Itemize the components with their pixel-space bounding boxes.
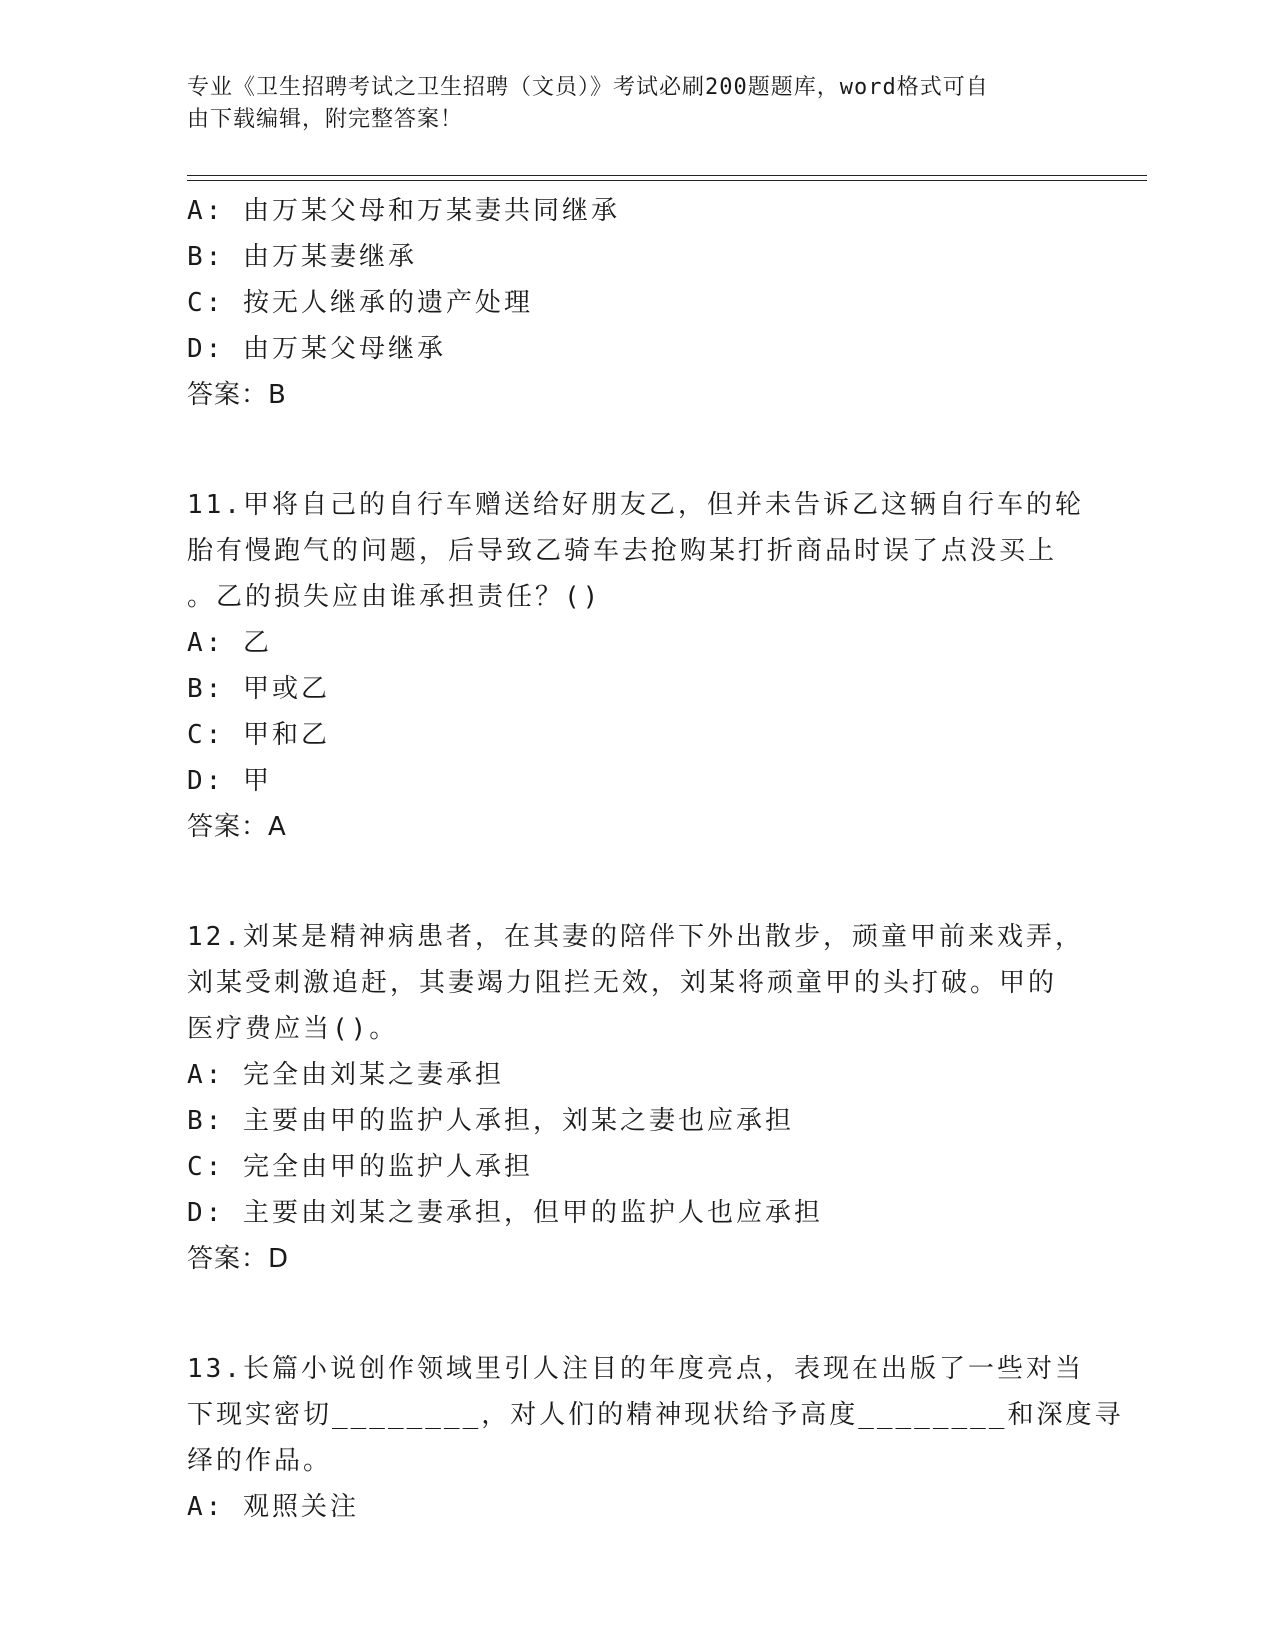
question-stem-line: 11.甲将自己的自行车赠送给好朋友乙，但并未告诉乙这辆自行车的轮 (187, 490, 1084, 520)
option-d: D: 主要由刘某之妻承担，但甲的监护人也应承担 (187, 1198, 823, 1228)
question-stem-line: 。乙的损失应由谁承担责任？() (187, 582, 602, 612)
header-title-line-1: 专业《卫生招聘考试之卫生招聘（文员）》考试必刷200题题库，word格式可自 (187, 75, 989, 100)
answer-label: 答案：B (187, 380, 287, 410)
question-stem-line: 13.长篇小说创作领域里引人注目的年度亮点，表现在出版了一些对当 (187, 1354, 1084, 1384)
header-divider-top (187, 175, 1147, 176)
answer-label: 答案：A (187, 812, 287, 842)
option-b: B: 主要由甲的监护人承担，刘某之妻也应承担 (187, 1106, 794, 1136)
question-10 (187, 188, 1087, 418)
question-11 (187, 482, 1087, 850)
option-c: C: 按无人继承的遗产处理 (187, 288, 533, 318)
question-stem-line: 刘某受刺激追赶，其妻竭力阻拦无效，刘某将顽童甲的头打破。甲的 (187, 968, 1058, 998)
option-d: D: 由万某父母继承 (187, 334, 446, 364)
option-c: C: 完全由甲的监护人承担 (187, 1152, 533, 1182)
header-title-line-2: 由下载编辑，附完整答案！ (187, 107, 464, 132)
spacer (187, 418, 1087, 482)
option-c: C: 甲和乙 (187, 720, 330, 750)
question-12 (187, 914, 1087, 1282)
question-list (187, 188, 1124, 1530)
option-a: A: 乙 (187, 628, 272, 658)
option-b: B: 由万某妻继承 (187, 242, 417, 272)
option-b: B: 甲或乙 (187, 674, 330, 704)
spacer (187, 1282, 1087, 1346)
question-stem-line: 绎的作品。 (187, 1446, 333, 1476)
option-a: A: 观照关注 (187, 1492, 359, 1522)
option-a: A: 完全由刘某之妻承担 (187, 1060, 504, 1090)
question-stem-line: 医疗费应当()。 (187, 1014, 399, 1044)
question-stem-line: 12.刘某是精神病患者，在其妻的陪伴下外出散步，顽童甲前来戏弄， (187, 922, 1084, 952)
answer-label: 答案：D (187, 1244, 290, 1274)
question-stem-line: 胎有慢跑气的问题，后导致乙骑车去抢购某打折商品时误了点没买上 (187, 536, 1058, 566)
question-13 (187, 1346, 1124, 1530)
document-header (187, 72, 1067, 136)
spacer (187, 850, 1087, 914)
question-stem-line: 下现实密切________，对人们的精神现状给予高度________和深度寻 (187, 1400, 1124, 1430)
header-divider-bottom (187, 180, 1147, 181)
option-a: A: 由万某父母和万某妻共同继承 (187, 196, 620, 226)
option-d: D: 甲 (187, 766, 272, 796)
